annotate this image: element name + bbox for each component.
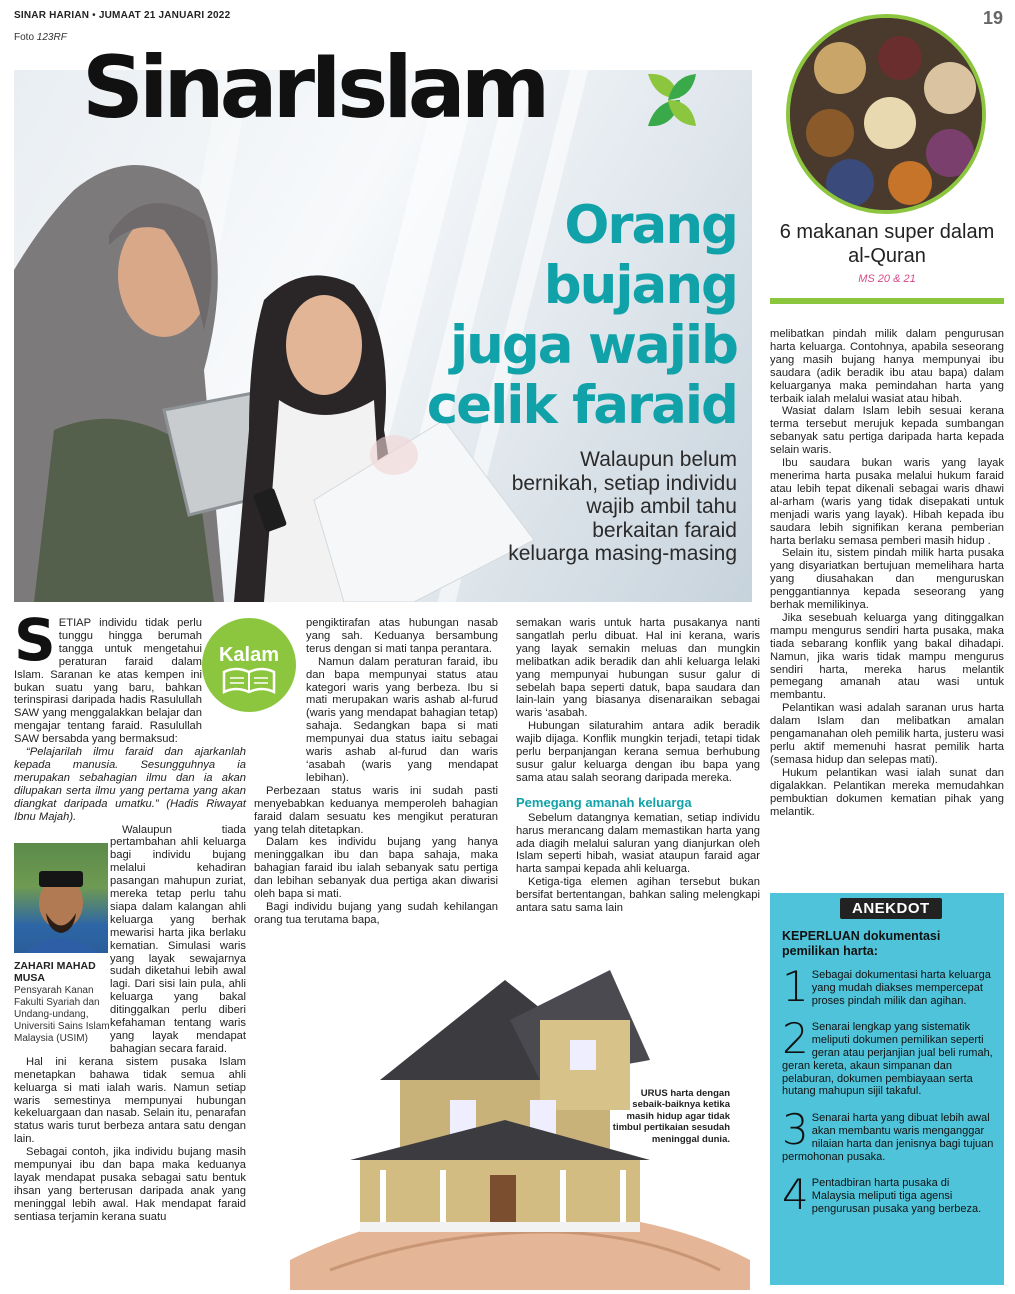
- photo-caption: URUS harta dengan sebaik-baiknya ketika masih hidup agar tidak timbul pertikaian sesudah meninggal dunia.: [612, 1088, 730, 1145]
- photo-credit: Foto 123RF: [14, 32, 67, 43]
- kalam-label: Kalam: [218, 644, 280, 666]
- drop-cap: S: [14, 606, 56, 674]
- anekdot-label: ANEKDOT: [840, 898, 942, 919]
- article-column-1: S ETIAP individu tidak perlu tunggu hingga berumah tangga untuk mengetahui peraturan faraid dalam Islam. Saranan ke atas kempen ini bukan suatu yang baru, bahkan terinspirasi daripada hadis Rasulullah SAW yang menggalakkan belajar dan mengajar tentang faraid. Rasulullah SAW bersabda yang bermaksud: “Pelajarilah ilmu faraid dan ajarkanlah kepada manusia. Sesungguhnya ia merupakan sebahagian ilmu dan ia akan dilupakan serta ilmu yang pertama yang akan diangkat daripada umatku.” (Hadis Riwayat Ibnu Majah). Walaupun tiada pertambahan ahli keluarga bagi individu bujang melalui kehadiran pasangan mahupun zuriat, mereka tetap perlu tahu siapa dalam kalangan ahli keluarga yang berhak mewarisi harta jika berlaku kematian. Simulasi waris yang layak sewajarnya sudah diketahui lebih awal lagi. Dari sisi lain pula, ahli keluarga yang bakal ditinggalkan perlu diberi kefahaman tentang waris yang layak mendapat bahagian secara faraid. Hal ini kerana sistem pusaka Islam menetapkan bahawa tidak semua ahli keluarga si mati ialah waris. Namun setiap waris semestinya mempunyai hubungan kekeluargaan dan nasab. Selain itu, penarafan status waris turut berbeza antara satu dengan lain. Sebagai contoh, jika individu bujang masih mempunyai ibu dan bapa maka keduanya layak mendapat pusaka sebagai satu bentuk ihsan yang berterusan daripada anak yang meninggal lebih awal. Hak mendapat faraid sentiasa terjamin kerana suatu: [14, 606, 246, 1223]
- page-number: 19: [982, 8, 1003, 28]
- headline-line-2: bujang: [543, 255, 737, 316]
- teaser-page-ref: MS 20 & 21: [858, 273, 916, 285]
- author-name: ZAHARI MAHAD MUSA: [14, 960, 96, 984]
- article-column-2: pengiktirafan atas hubungan nasab yang sah. Keduanya bersambung terus dengan si mati tanpa perantara. Namun dalam peraturan faraid, ibu dan bapa mempunyai status atau kategori waris yang berbeza. Ibu si mati merupakan waris ashab al-furud (waris yang mendapat bahagian tetap) sahaja. Sedangkan bapa si mati mempunyai dua status iaitu sebagai waris ashab al-furud dan waris ‘asabah (waris yang mendapat lebihan). Perbezaan status waris ini sudah pasti menyebabkan keduanya memperoleh bahagian faraid dalam sesuatu kes mengikut peraturan yang telah ditetapkan. Dalam kes individu bujang yang hanya meninggalkan ibu dan bapa sahaja, maka bahagian faraid ibu ialah sebanyak satu pertiga dan lebihan sebanyak dua pertiga akan diwarisi oleh bapa si mati. Bagi individu bujang yang sudah kehilangan orang tua terutama bapa,: [254, 617, 498, 926]
- anekdot-item: 2 Senarai lengkap yang sistematik meliputi dokumen pemilikan seperti geran atau perjanjian jual beli rumah, geran kereta, akaun simpanan dan pelaburan, dokumen pembiayaan serta hutang mahupun sijil takaful.: [782, 1014, 993, 1098]
- article-column-4: melibatkan pindah milik dalam pengurusan harta keluarga. Contohnya, apabila seseorang yang masih bujang hanya mempunyai ibu saudara (adik beradik ibu atau bapa) dalam keluarganya maka pemindahan harta yang terbaik ialah melalui wasiat atau hibah. Wasiat dalam Islam lebih sesuai kerana terma tersebut merujuk kepada sumbangan sebanyak satu pertiga daripada harta kepada selain waris. Ibu saudara bukan waris yang layak menerima harta pusaka melalui hukum faraid atau lebih tepat dikenali sebagai waris dhawi al-arham (waris yang tidak disepakati untuk menjadi waris yang layak). Hibah kepada ibu saudara lebih signifikan kerana pemberian harta berlaku semasa pemberi masih hidup . Selain itu, sistem pindah milik harta pusaka yang disyariatkan bertujuan memelihara harta yang diusahakan dan menguruskan penggantiannya kepada seseorang yang berhak memilikinya. Jika sesebuah keluarga yang ditinggalkan mampu mengurus sendiri harta pusaka, maka tiada sebarang konflik yang bakal dihadapi. Namun, jika waris tidak mampu mengurus sendiri harta, mereka harus melantik pemegang amanah atau wasi untuk membantu. Pelantikan wasi adalah saranan urus harta dalam Islam dan melibatkan amalan pengamanahan oleh pemilik harta, justeru wasi perlu aktif memenuhi hasrat pemilik harta (semasa hidup dan selepas mati). Hukum pelantikan wasi ialah sunat dan digalakkan. Pelantikan mereka memudahkan pembuktian dokumen kematian pihak yang melantik.: [770, 328, 1004, 818]
- publication-name: SINAR HARIAN: [14, 10, 90, 21]
- headline: [427, 196, 737, 436]
- anekdot-box: [770, 893, 1004, 1285]
- author-role: Pensyarah Kanan Fakulti Syariah dan Undang-undang, Universiti Sains Islam Malaysia (USIM): [14, 985, 110, 1044]
- teaser-title[interactable]: 6 makanan super dalam al-Quran: [779, 221, 995, 267]
- section-subheading: Pemegang amanah keluarga: [516, 794, 692, 810]
- anekdot-item: 3 Senarai harta yang dibuat lebih awal akan membantu waris menganggar nilaian harta dan jenisnya bagi tujuan permohonan pusaka.: [782, 1105, 994, 1163]
- headline-line-3: juga wajib: [449, 315, 737, 376]
- superfood-photo: [786, 14, 986, 214]
- anekdot-item: 1 Sebagai dokumentasi harta keluarga yang mudah diakses mempercepat proses pindah milik dan agihan.: [782, 962, 991, 1011]
- author-photo: [14, 843, 108, 953]
- headline-line-1: Orang: [564, 195, 737, 256]
- header-dateline: [14, 10, 230, 21]
- issue-date: JUMAAT 21 JANUARI 2022: [98, 10, 231, 21]
- headline-line-4: celik faraid: [426, 375, 737, 436]
- anekdot-item: 4 Pentadbiran harta pusaka di Malaysia meliputi tiga agensi pengurusan pusaka yang berbeza.: [782, 1170, 982, 1220]
- anekdot-heading: KEPERLUAN dokumentasi pemilikan harta:: [782, 929, 941, 958]
- sinar-islam-logo: SinarIslam: [82, 38, 546, 138]
- hadith-quote: “Pelajarilah ilmu faraid dan ajarkanlah kepada manusia. Sesungguhnya ia merupakan sebahagian ilmu dan ia akan dilupakan serta ilmu yang pertama yang akan diangkat daripada umatku.” (Hadis Riwayat Ibnu Majah).: [14, 746, 246, 823]
- article-column-3: semakan waris untuk harta pusakanya nanti sangatlah perlu dibuat. Hal ini kerana, waris yang layak semakin meluas dan mungkin melibatkan adik beradik dan ahli keluarga lelaki yang mempunyai hubungan susur galur di sebelah bapa seperti datuk, bapa saudara dan lain-lain yang biasanya disenaraikan sebagai waris ‘asabah. Hubungan silaturahim antara adik beradik wajib dijaga. Konflik mungkin terjadi, tetapi tidak perlu berpanjangan kerana semua berhubung susur galur keluarga dengan ibu bapa yang sama atau salah seorang daripada mereka. Pemegang amanah keluarga Sebelum datangnya kematian, setiap individu harus merancang dalam memastikan harta yang ada diagih melalui saluran yang dianjurkan oleh Islam seperti hibah, wasiat ataupun faraid agar harta sampai kepada ahli keluarga. Ketiga-tiga elemen agihan tersebut bukan bersifat bertentangan, bahkan saling melengkapi antara satu sama lain: [516, 617, 760, 915]
- dateline-separator: •: [92, 10, 96, 21]
- standfirst: Walaupun belum bernikah, setiap individu wajib ambil tahu berkaitan faraid keluarga masing-masing: [508, 448, 737, 565]
- leaf-logo-icon: [646, 70, 698, 130]
- divider: [770, 298, 1004, 304]
